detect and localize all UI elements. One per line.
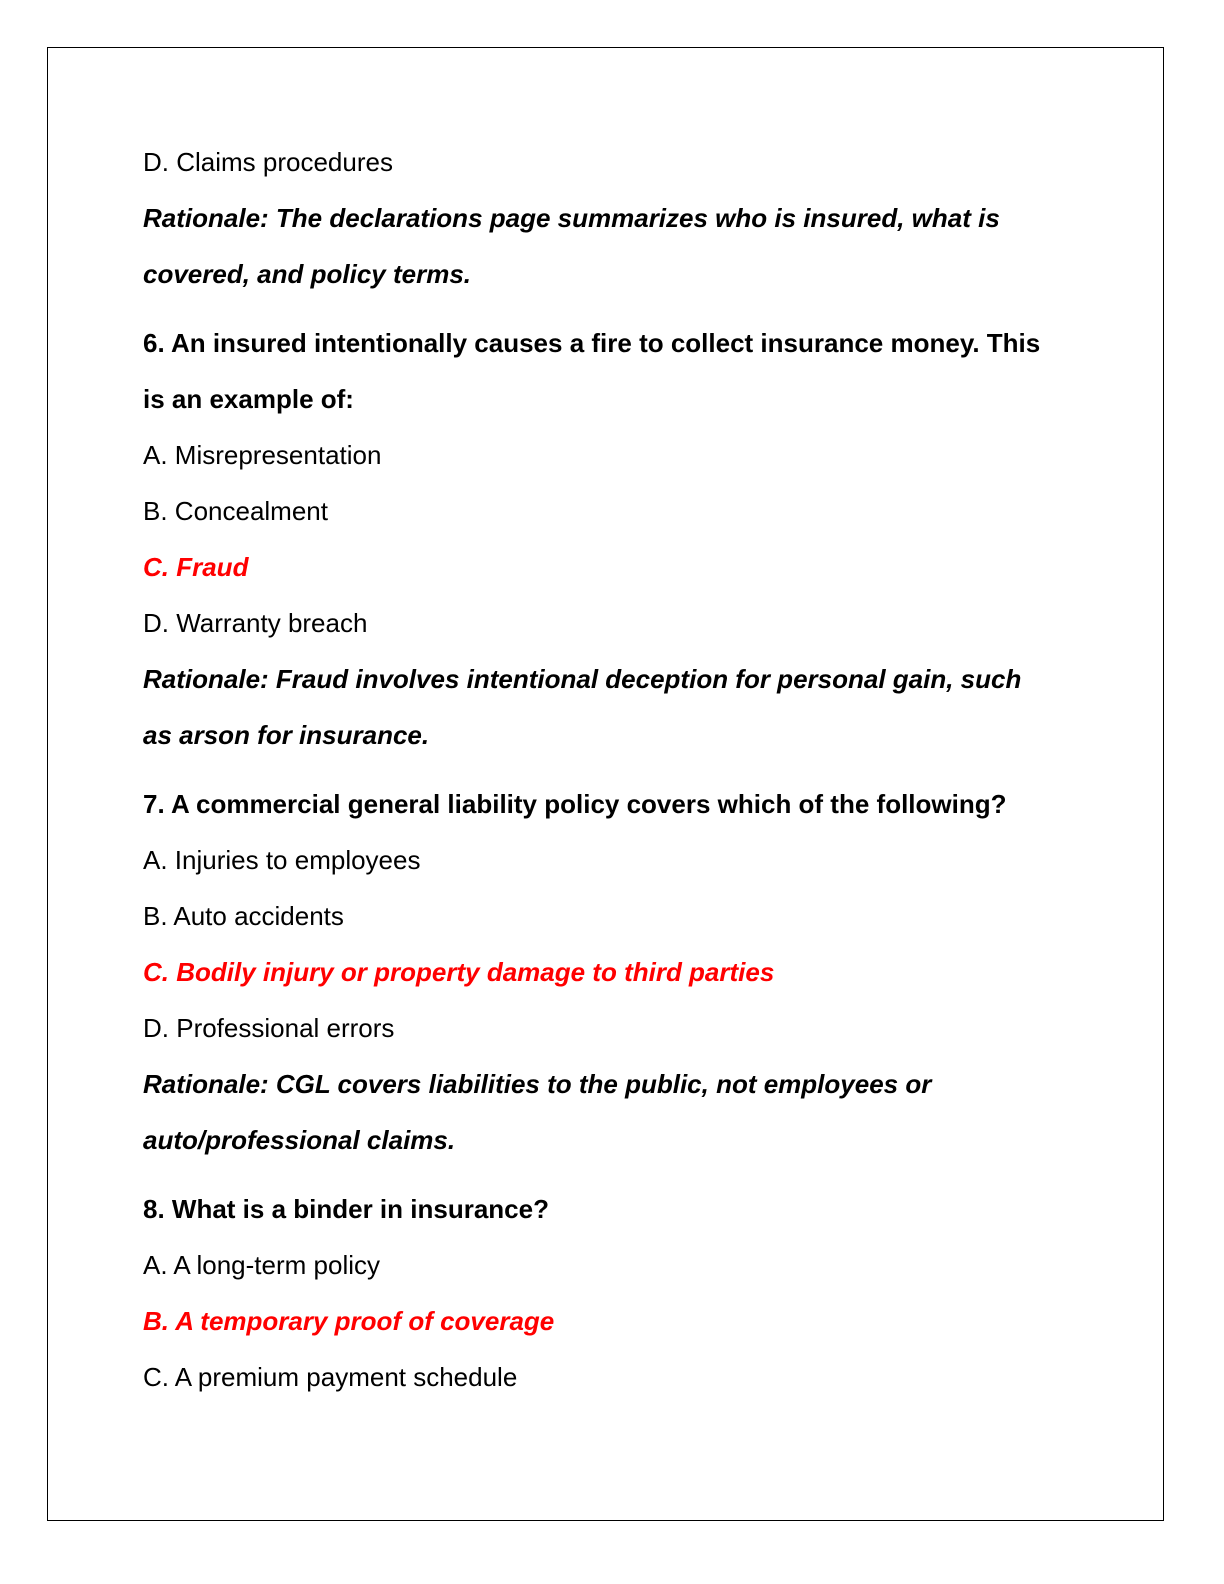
q7-rationale-line2: auto/professional claims. (143, 1125, 456, 1155)
q6-question-line1: 6. An insured intentionally causes a fire to collect insurance money. This (143, 328, 1041, 358)
q7-option-c-correct: C. Bodily injury or property damage to third parties (143, 957, 775, 987)
q6-rationale-line1: Rationale: Fraud involves intentional deception for personal gain, such (143, 664, 1022, 694)
q8-option-c: C. A premium payment schedule (143, 1362, 518, 1392)
q8-option-a: A. A long-term policy (143, 1250, 380, 1280)
q6-option-b: B. Concealment (143, 496, 328, 526)
q7-rationale-line1: Rationale: CGL covers liabilities to the public, not employees or (143, 1069, 932, 1099)
q6-question-line2: is an example of: (143, 384, 354, 414)
q5-rationale-line1: Rationale: The declarations page summarizes who is insured, what is (143, 203, 1000, 233)
q6-rationale-line2: as arson for insurance. (143, 720, 430, 750)
q6-option-a: A. Misrepresentation (143, 440, 382, 470)
q7-question: 7. A commercial general liability policy covers which of the following? (143, 789, 1007, 819)
q7-option-d: D. Professional errors (143, 1013, 395, 1043)
q7-option-a: A. Injuries to employees (143, 845, 421, 875)
q7-option-b: B. Auto accidents (143, 901, 344, 931)
q8-question: 8. What is a binder in insurance? (143, 1194, 549, 1224)
q6-option-c-correct: C. Fraud (143, 552, 249, 582)
q5-rationale-line2: covered, and policy terms. (143, 259, 472, 289)
q5-option-d: D. Claims procedures (143, 147, 393, 177)
q6-option-d: D. Warranty breach (143, 608, 368, 638)
q8-option-b-correct: B. A temporary proof of coverage (143, 1306, 555, 1336)
